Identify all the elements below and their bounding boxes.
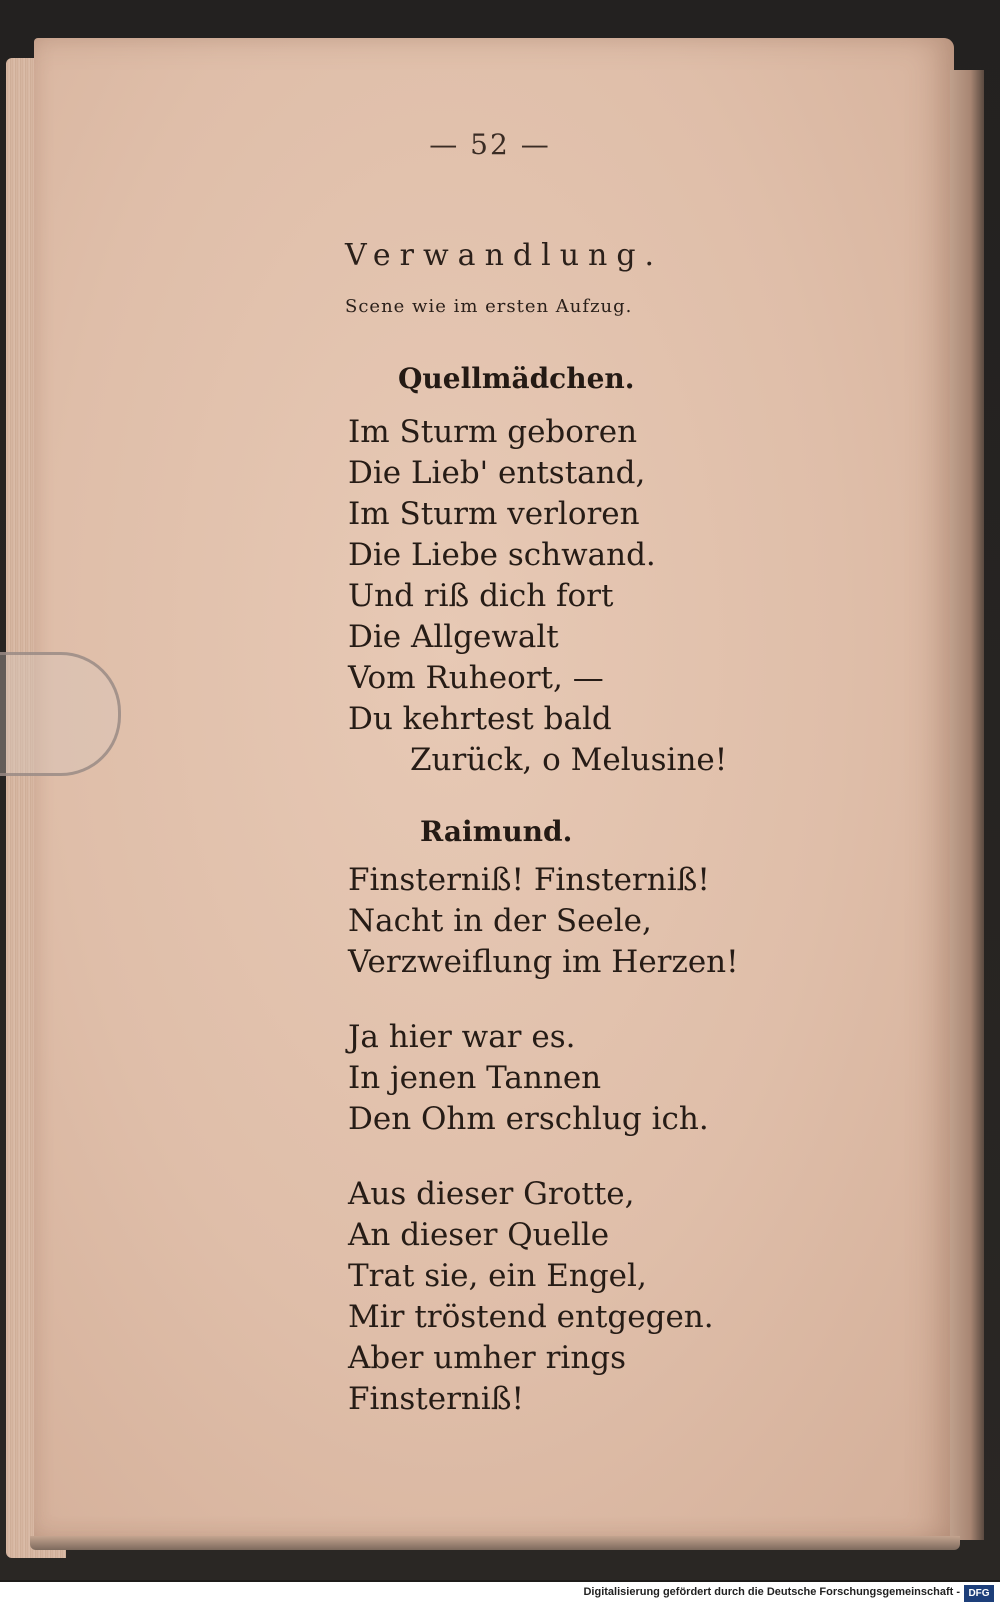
verse-block (348, 1017, 709, 1140)
dfg-logo: DFG (964, 1585, 994, 1602)
verse-line: Du kehrtest bald (348, 701, 612, 737)
verse-line: Trat sie, ein Engel, (348, 1258, 647, 1294)
verse-line: An dieser Quelle (348, 1217, 610, 1253)
verse-line: Im Sturm geboren (348, 414, 638, 450)
funding-credit: Digitalisierung gefördert durch die Deutsche Forschungsgemeinschaft - (583, 1586, 960, 1598)
stage-direction: Scene wie im ersten Aufzug. (345, 296, 633, 317)
verse-line: Die Lieb' entstand, (348, 455, 646, 491)
verse-line: Finsterniß! Finsterniß! (348, 862, 710, 898)
verse-line: Und riß dich fort (348, 578, 614, 614)
verse-line: Verzweiflung im Herzen! (348, 944, 739, 980)
verse-line: Nacht in der Seele, (348, 903, 652, 939)
verse-block (348, 1174, 714, 1420)
page-bottom-edge (30, 1536, 960, 1550)
verse-line: Die Liebe schwand. (348, 537, 656, 573)
verse-line: Vom Ruheort, — (348, 660, 604, 696)
speaker-name: Raimund. (420, 815, 573, 848)
verse-block (348, 860, 739, 983)
verse-line: Den Ohm erschlug ich. (348, 1101, 709, 1137)
verse-line: Finsterniß! (348, 1381, 524, 1417)
verse-block (348, 412, 727, 781)
verse-line: Die Allgewalt (348, 619, 559, 655)
verse-line: Aus dieser Grotte, (348, 1176, 635, 1212)
page-number: — 52 — (429, 128, 551, 161)
verse-line: Im Sturm verloren (348, 496, 640, 532)
verse-line: In jenen Tannen (348, 1060, 602, 1096)
footer-bar (0, 1582, 1000, 1607)
verse-line: Aber umher rings (348, 1340, 627, 1376)
scene-heading: Verwandlung. (345, 238, 664, 273)
page-clip (0, 652, 121, 776)
speaker-name: Quellmädchen. (398, 362, 635, 395)
verse-line: Ja hier war es. (348, 1019, 576, 1055)
page-right-edge (950, 70, 984, 1540)
verse-line: Mir tröstend entgegen. (348, 1299, 714, 1335)
verse-line: Zurück, o Melusine! (410, 742, 728, 778)
